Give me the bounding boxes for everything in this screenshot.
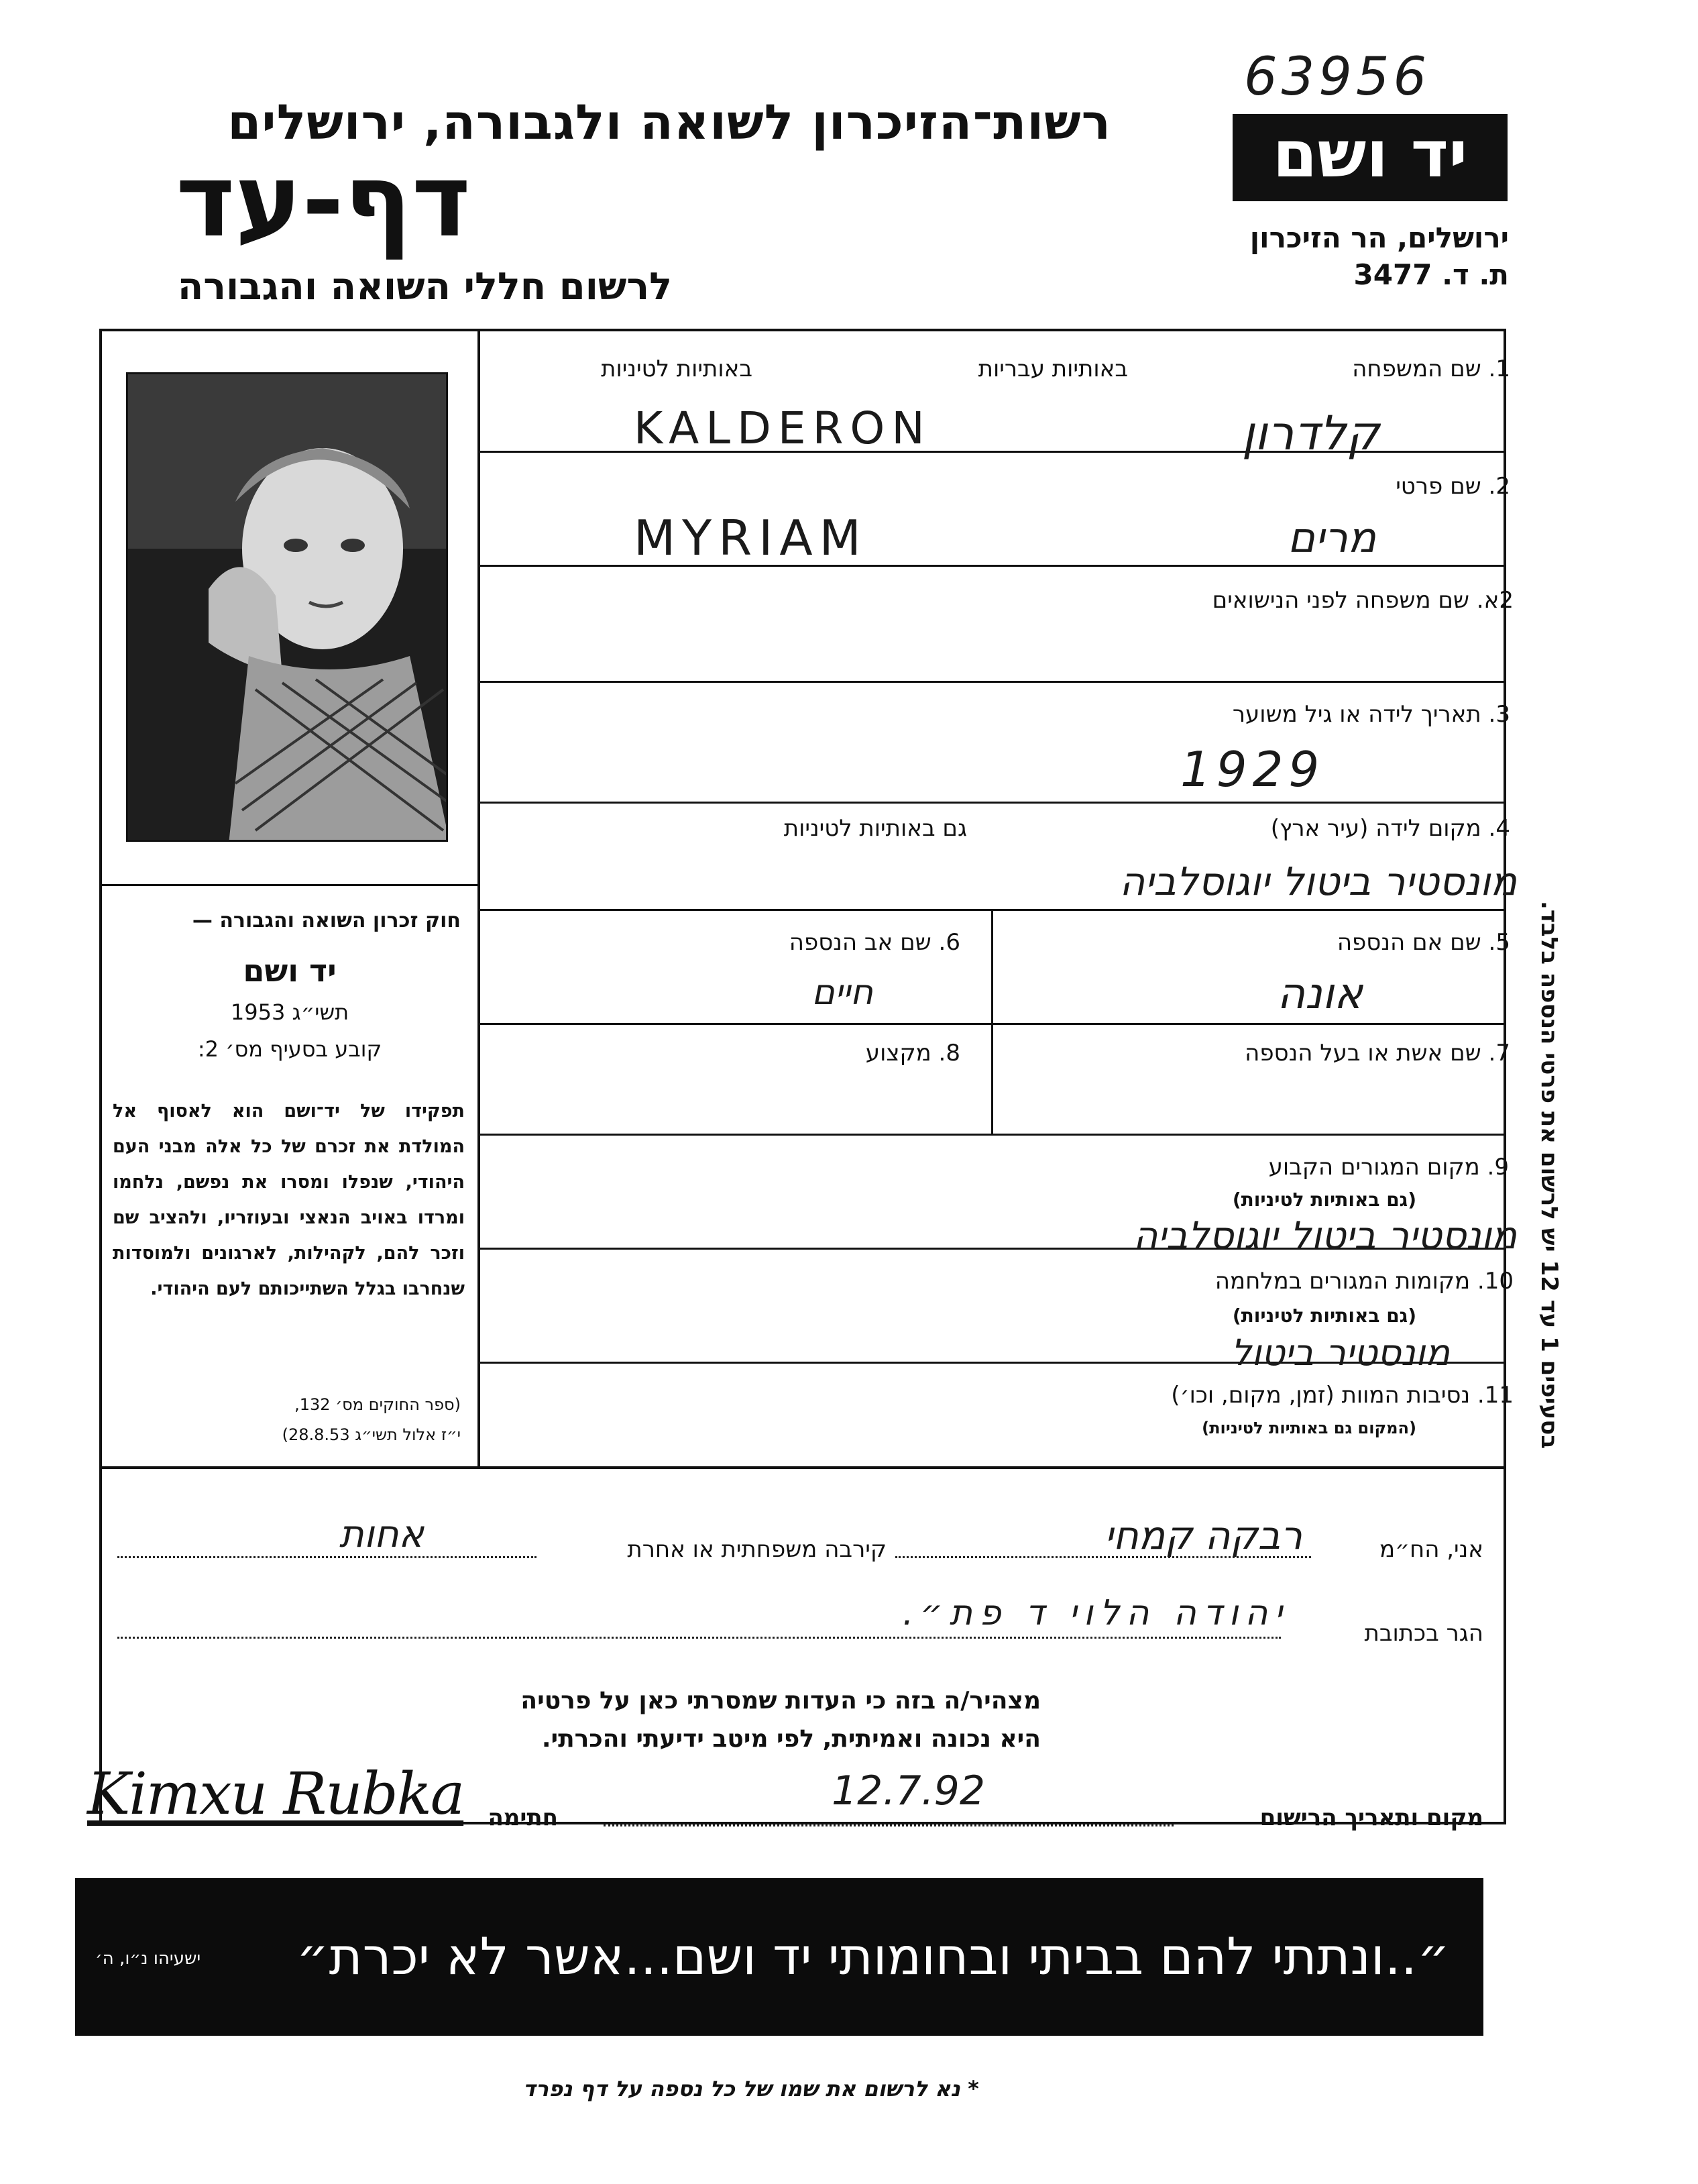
photo-law-separator: [99, 884, 480, 886]
field-1-hebrew-col: באותיות עבריות: [978, 356, 1128, 382]
logo-text: יד ושם: [1272, 117, 1468, 192]
row-line-2: [477, 565, 1506, 567]
place-date-line: [604, 1824, 1174, 1826]
upper-area-bottom: [99, 1466, 1506, 1469]
place-date-value[interactable]: 12.7.92: [832, 1767, 986, 1814]
address-line: [117, 1637, 1281, 1639]
declarant-i-label: אני, הח״מ: [1379, 1536, 1483, 1563]
address-line-1: ירושלים, הר הזיכרון: [1249, 221, 1509, 254]
address-value[interactable]: יהודה הלוי ד פת״.: [902, 1593, 1289, 1633]
field-10-label: 10. מקומות המגורים במלחמה: [1214, 1268, 1514, 1295]
signature-label: חתימה: [488, 1804, 558, 1831]
banner-quote: ״..ונתתי להם בביתי ובחומותי יד ושם...אשר לא יכרת״: [296, 1926, 1450, 1986]
row-line-4: [477, 802, 1506, 804]
portrait-image: [128, 374, 448, 842]
quote-banner: [75, 1878, 1483, 2036]
field-8-label: 8. מקצוע: [865, 1040, 960, 1067]
footer-note: * נא לרשום את שמו של כל נספה על דף נפרד: [523, 2076, 979, 2101]
portrait-photo: [126, 372, 448, 842]
row-line-3: [477, 681, 1506, 683]
law-source-date: י״ז אלול תשי״ג 28.8.53): [282, 1425, 461, 1444]
address-label: הגר בכתובת: [1364, 1620, 1483, 1647]
law-source: (ספר החוקים מס׳ 132,: [294, 1395, 461, 1414]
parents-divider: [991, 909, 993, 1134]
side-note: בסעיפים 1 עד 12 יש לרשום את פרטי הנספה בלבד.: [1536, 900, 1563, 1449]
field-9-label: 9. מקום המגורים הקבוע: [1268, 1154, 1509, 1181]
relation-label: קירבה משפחתית או אחרת: [627, 1536, 887, 1563]
statement-line-2: היא נכונה ואמיתית, לפי מיטב ידיעתי והכרתי.: [541, 1725, 1041, 1753]
field-9-note: (גם באותיות לטיניות): [1232, 1189, 1416, 1211]
field-10-value[interactable]: מונסטיר ביטול: [1231, 1331, 1450, 1374]
signature-value[interactable]: Kimxu Rubka: [87, 1761, 464, 1828]
relation-value[interactable]: אחות: [339, 1513, 424, 1556]
field-1-value-latin[interactable]: KALDERON: [634, 402, 931, 454]
field-10-note: (גם באותיות לטיניות): [1232, 1305, 1416, 1327]
authority-title: רשות־הזיכרון לשואה ולגבורה, ירושלים: [227, 94, 1111, 150]
field-4-label: 4. מקום לידה (עיר ארץ): [1270, 815, 1510, 842]
law-body: תפקידו של יד־ושם הוא לאסוף אל המולדת את זכרם של כל אלה מבני העם היהודי, שנפלו ומסרו את נפשם, נלחמו ומרדו באויב הנאצי ובעוזריו, ולהציב שם וזכר להם, לקהילות, לארגונים ולמוסדות שנחרבו בגלל השתייכותם לעם היהודי.: [113, 1101, 465, 1299]
law-clause: קובע בסעיף מס׳ 2:: [197, 1036, 382, 1062]
field-4-value[interactable]: מונסטיר ביטול יוגוסלביה: [1119, 859, 1517, 904]
field-6-value[interactable]: חיים: [811, 973, 873, 1013]
field-1-latin-col: באותיות לטיניות: [601, 356, 752, 382]
field-2-label: 2. שם פרטי: [1396, 473, 1510, 500]
field-2-value-latin[interactable]: MYRIAM: [634, 510, 868, 566]
field-2-value-hebrew[interactable]: מרים: [1287, 513, 1376, 562]
field-5-label: 5. שם אם הנספה: [1337, 929, 1510, 956]
field-1-value-hebrew[interactable]: קלדרון: [1241, 406, 1379, 461]
law-heading: חוק זכרון השואה והגבורה —: [192, 909, 461, 932]
row-line-7: [477, 1134, 1506, 1136]
relation-line: [117, 1556, 536, 1558]
form-title: דף-עד: [176, 143, 471, 260]
field-6-label: 6. שם אב הנספה: [789, 929, 960, 956]
banner-source: ישעיהו נ״ו, ה׳: [95, 1949, 201, 1969]
yad-vashem-logo: [1233, 114, 1508, 201]
field-3-label: 3. תאריך לידה או גיל משוער: [1232, 701, 1510, 728]
field-7-label: 7. שם אשת או בעל הנספה: [1245, 1040, 1510, 1067]
field-11-label: 11. נסיבות המוות (זמן, מקום, וכו׳): [1171, 1382, 1514, 1409]
place-date-label: מקום ותאריך הרישום: [1259, 1804, 1483, 1831]
record-number: 63956: [1244, 47, 1431, 107]
field-3-value[interactable]: 1929: [1180, 741, 1325, 798]
form-subtitle: לרשום חללי השואה והגבורה: [177, 265, 672, 309]
field-2a-label: 2א. שם משפחה לפני הנישואים: [1212, 587, 1514, 614]
law-name: יד ושם: [243, 952, 337, 989]
field-11-note: (המקום גם באותיות לטיניות): [1202, 1419, 1416, 1437]
field-5-value[interactable]: אונה: [1277, 969, 1363, 1019]
field-4-latin-note: גם באותיות לטיניות: [783, 815, 967, 842]
field-9-value[interactable]: מונסטיר ביטול יוגוסלביה: [1133, 1214, 1517, 1258]
statement-line-1: מצהיר/ה בזה כי העדות שמסרתי כאן על פרטיה: [520, 1687, 1041, 1714]
declarant-name[interactable]: רבקה קמחי: [1104, 1513, 1302, 1558]
address-line-2: ת. ד. 3477: [1353, 258, 1509, 291]
left-column-divider: [477, 329, 480, 1469]
law-year: תשי״ג 1953: [230, 999, 349, 1025]
field-1-label: 1. שם המשפחה: [1352, 356, 1510, 382]
